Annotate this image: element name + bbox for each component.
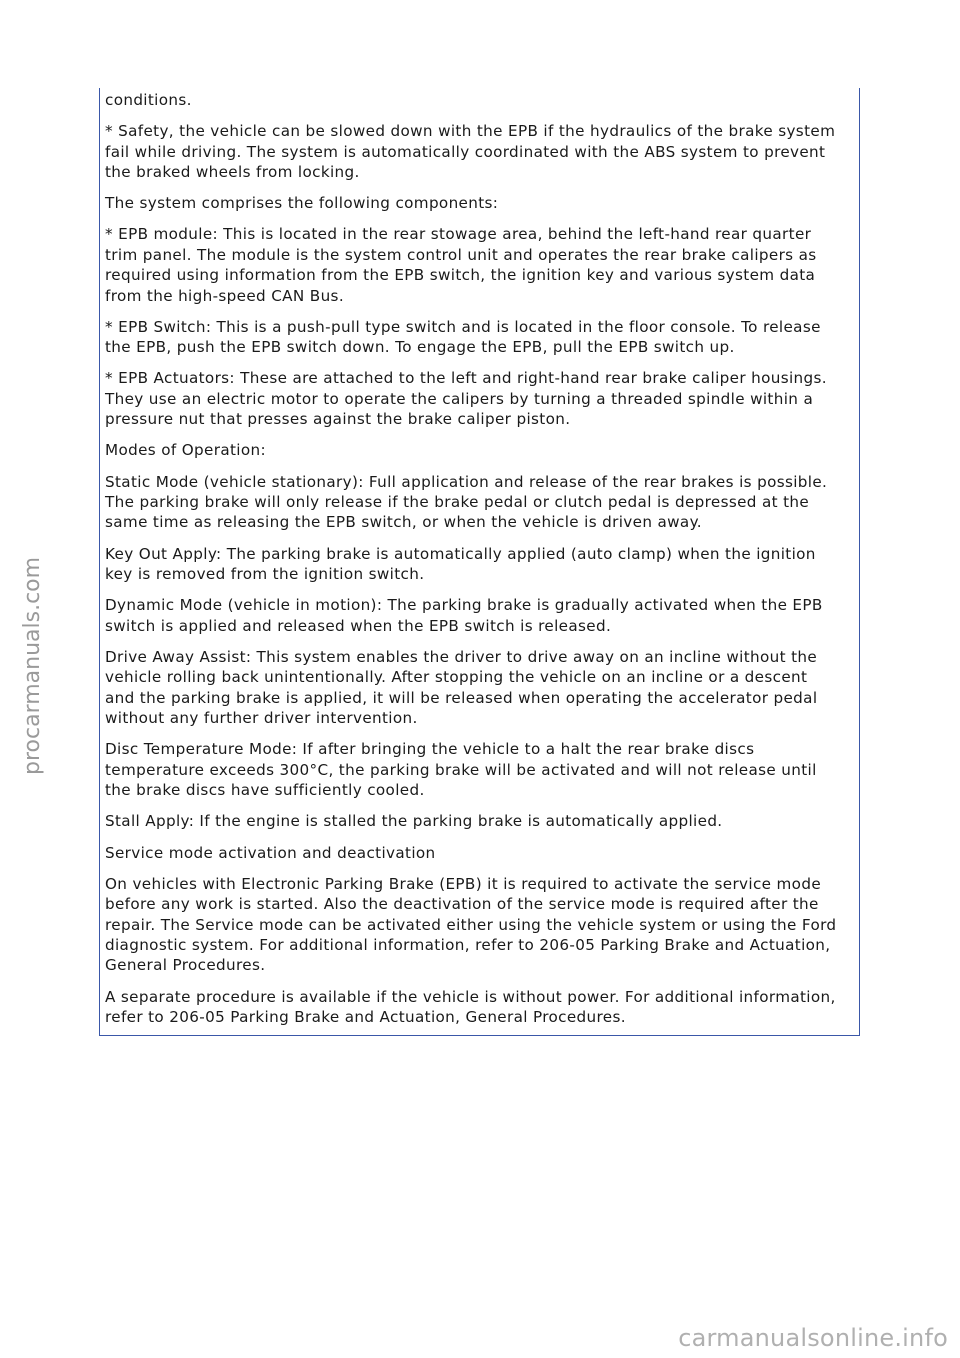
- bottom-watermark: carmanualsonline.info: [678, 1324, 948, 1352]
- paragraph-components-intro: The system comprises the following components:: [105, 194, 499, 213]
- paragraph-epb-actuators: * EPB Actuators: These are attached to the left and right-hand rear brake caliper housings. They use an electric motor to operate the calipers by turning a threaded spindle within a pressure nut that presses against the brake caliper piston.: [105, 369, 827, 429]
- paragraph-epb-switch: * EPB Switch: This is a push-pull type switch and is located in the floor console. To release the EPB, push the EPB switch down. To engage the EPB, pull the EPB switch up.: [105, 317, 821, 357]
- paragraph-stall-apply: Stall Apply: If the engine is stalled the parking brake is automatically applied.: [105, 812, 723, 831]
- paragraph-drive-away-assist: Drive Away Assist: This system enables the driver to drive away on an incline without the vehicle rolling back unintentionally. After stopping the vehicle on an incline or a descent and the parking brake is applied, it will be released when operating the accelerator pedal without any further driver intervention.: [105, 647, 818, 728]
- paragraph-dynamic-mode: Dynamic Mode (vehicle in motion): The parking brake is gradually activated when the EPB switch is applied and released when the EPB switch is released.: [105, 596, 823, 635]
- manual-text-panel: [99, 88, 860, 1036]
- paragraph-disc-temperature-mode: Disc Temperature Mode: If after bringing the vehicle to a halt the rear brake discs temperature exceeds 300°C, the parking brake will be activated and will not release until the brake discs have sufficiently cooled.: [105, 740, 817, 800]
- paragraph-epb-module: * EPB module: This is located in the rear stowage area, behind the left-hand rear quarter trim panel. The module is the system control unit and operates the rear brake calipers as required using information from the EPB switch, the ignition key and various system data from the high-speed CAN Bus.: [105, 225, 817, 305]
- paragraph-modes-heading: Modes of Operation:: [105, 441, 266, 460]
- side-watermark: procarmanuals.com: [20, 556, 45, 775]
- paragraph-safety: * Safety, the vehicle can be slowed down with the EPB if the hydraulics of the brake system fail while driving. The system is automatically coordinated with the ABS system to prevent the braked wheels from locking.: [105, 122, 836, 182]
- paragraph-conditions: conditions.: [105, 91, 192, 109]
- paragraph-key-out-apply: Key Out Apply: The parking brake is automatically applied (auto clamp) when the ignition key is removed from the ignition switch.: [105, 544, 816, 584]
- paragraph-service-mode-activation: On vehicles with Electronic Parking Brake (EPB) it is required to activate the service mode before any work is started. Also the deactivation of the service mode is required after the repair. The Service mode can be activated either using the vehicle system or using the Ford diagnostic system. For additional information, refer to 206-05 Parking Brake and Actuation, General Procedures.: [105, 874, 837, 975]
- paragraph-service-mode-heading: Service mode activation and deactivation: [105, 843, 436, 862]
- paragraph-separate-procedure: A separate procedure is available if the vehicle is without power. For additional information, refer to 206-05 Parking Brake and Actuation, General Procedures.: [105, 987, 836, 1026]
- paragraph-static-mode: Static Mode (vehicle stationary): Full application and release of the rear brakes is possible. The parking brake will only release if the brake pedal or clutch pedal is depressed at the same time as releasing the EPB switch, or when the vehicle is driven away.: [105, 472, 828, 532]
